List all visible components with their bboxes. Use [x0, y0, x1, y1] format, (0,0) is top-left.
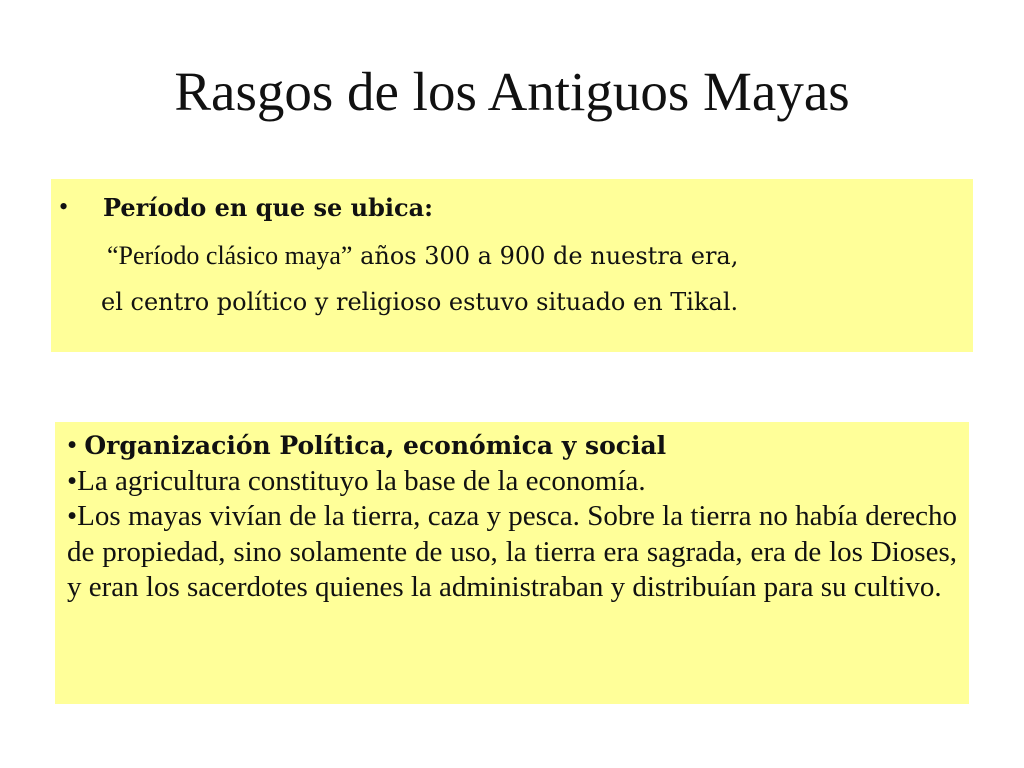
period-line-3: el centro político y religioso estuvo situado en Tikal.	[101, 288, 739, 316]
period-quoted-name: “Período clásico maya”	[107, 241, 353, 270]
agriculture-bullet: •	[67, 464, 78, 497]
organization-heading-bullet: •	[67, 429, 85, 461]
period-years: años 300 a 900 de nuestra era,	[352, 242, 739, 270]
organization-heading-line	[67, 428, 957, 464]
land-text: Los mayas vivían de la tierra, caza y pesca. Sobre la tierra no había derecho de propiedad, sino solamente de uso, la tierra era sagrada, era de los Dioses, y eran los sacerdotes quienes la administraban y distribuían para su cultivo.	[67, 500, 957, 603]
slide-title: Rasgos de los Antiguos Mayas	[174, 61, 850, 122]
agriculture-text: La agricultura constituyo la base de la economía.	[77, 464, 646, 497]
period-bullet: •	[59, 192, 69, 221]
organization-heading: Organización Política, económica y social	[84, 431, 667, 460]
period-heading: Período en que se ubica:	[103, 193, 434, 222]
period-line-2	[107, 241, 738, 271]
land-bullet: •	[67, 500, 78, 532]
land-paragraph	[67, 499, 957, 606]
agriculture-paragraph	[67, 464, 957, 500]
organization-content	[67, 428, 957, 606]
